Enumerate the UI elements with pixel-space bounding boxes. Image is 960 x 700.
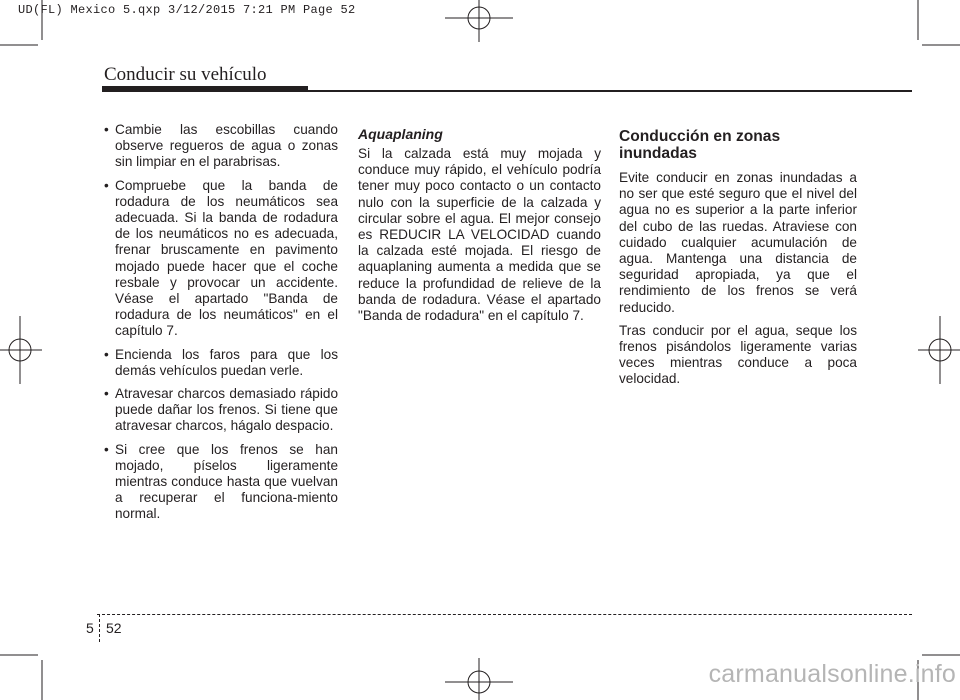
registration-mark-top [445, 0, 513, 42]
print-slug: UD(FL) Mexico 5.qxp 3/12/2015 7:21 PM Page 52 [18, 3, 356, 17]
list-item: • Si cree que los frenos se han mojado, píselos ligeramente mientras conduce hasta que vuelvan a recuperar el funciona-miento normal. [102, 442, 338, 523]
list-item: • Atravesar charcos demasiado rápido puede dañar los frenos. Si tiene que atravesar charcos, hágalo despacio. [102, 386, 338, 435]
chapter-number: 5 [86, 620, 94, 636]
column-middle [358, 122, 601, 331]
list-item: • Cambie las escobillas cuando observe regueros de agua o zonas sin limpiar en el parabrisas. [102, 122, 338, 171]
page-number: 52 [106, 620, 122, 636]
registration-mark-right [918, 316, 960, 384]
header-rule-thin [308, 90, 912, 92]
registration-mark-bottom [445, 658, 513, 700]
list-item: • Encienda los faros para que los demás vehículos puedan verle. [102, 347, 338, 379]
flooded-areas-heading: Conducción en zonas inundadas [619, 128, 781, 162]
column-left [102, 122, 338, 530]
flooded-areas-paragraph: Evite conducir en zonas inundadas a no ser que esté seguro que el nivel del agua no es superior a la parte inferior del cubo de las ruedas. Atraviese con cuidado cualquier acumulación de agua. Mantenga una distancia de seguridad apropiada, ya que el rendimiento de los frenos se verá reducido. [619, 170, 857, 315]
header-rule-thick [102, 86, 308, 92]
aquaplaning-heading: Aquaplaning [358, 126, 443, 142]
watermark: carmanualsonline.info [708, 660, 956, 688]
footer-divider [99, 614, 100, 642]
column-right [619, 122, 857, 395]
aquaplaning-paragraph: Si la calzada está muy mojada y conduce muy rápido, el vehículo podría tener muy poco contacto o un contacto nulo con la superficie de la calzada y circular sobre el agua. El mejor consejo es REDUCIR LA VELOCIDAD cuando la calzada esté mojada. El riesgo de aquaplaning aumenta a medida que se reduce la profundidad de relieve de la banda de rodadura. Véase el apartado "Banda de rodadura" en el capítulo 7. [358, 146, 601, 324]
registration-mark-left [0, 316, 42, 384]
tips-list [102, 122, 338, 523]
section-title: Conducir su vehículo [104, 64, 267, 85]
footer-rule [97, 614, 912, 615]
flooded-areas-paragraph: Tras conducir por el agua, seque los frenos pisándolos ligeramente varias veces mientras conduce a poca velocidad. [619, 322, 857, 387]
list-item: • Compruebe que la banda de rodadura de los neumáticos sea adecuada. Si la banda de rodadura de los neumáticos no es adecuada, frenar bruscamente en pavimento mojado puede hacer que el coche resbale y provocar un accidente. Véase el apartado "Banda de rodadura de los neumáticos" en el capítulo 7. [102, 178, 338, 340]
